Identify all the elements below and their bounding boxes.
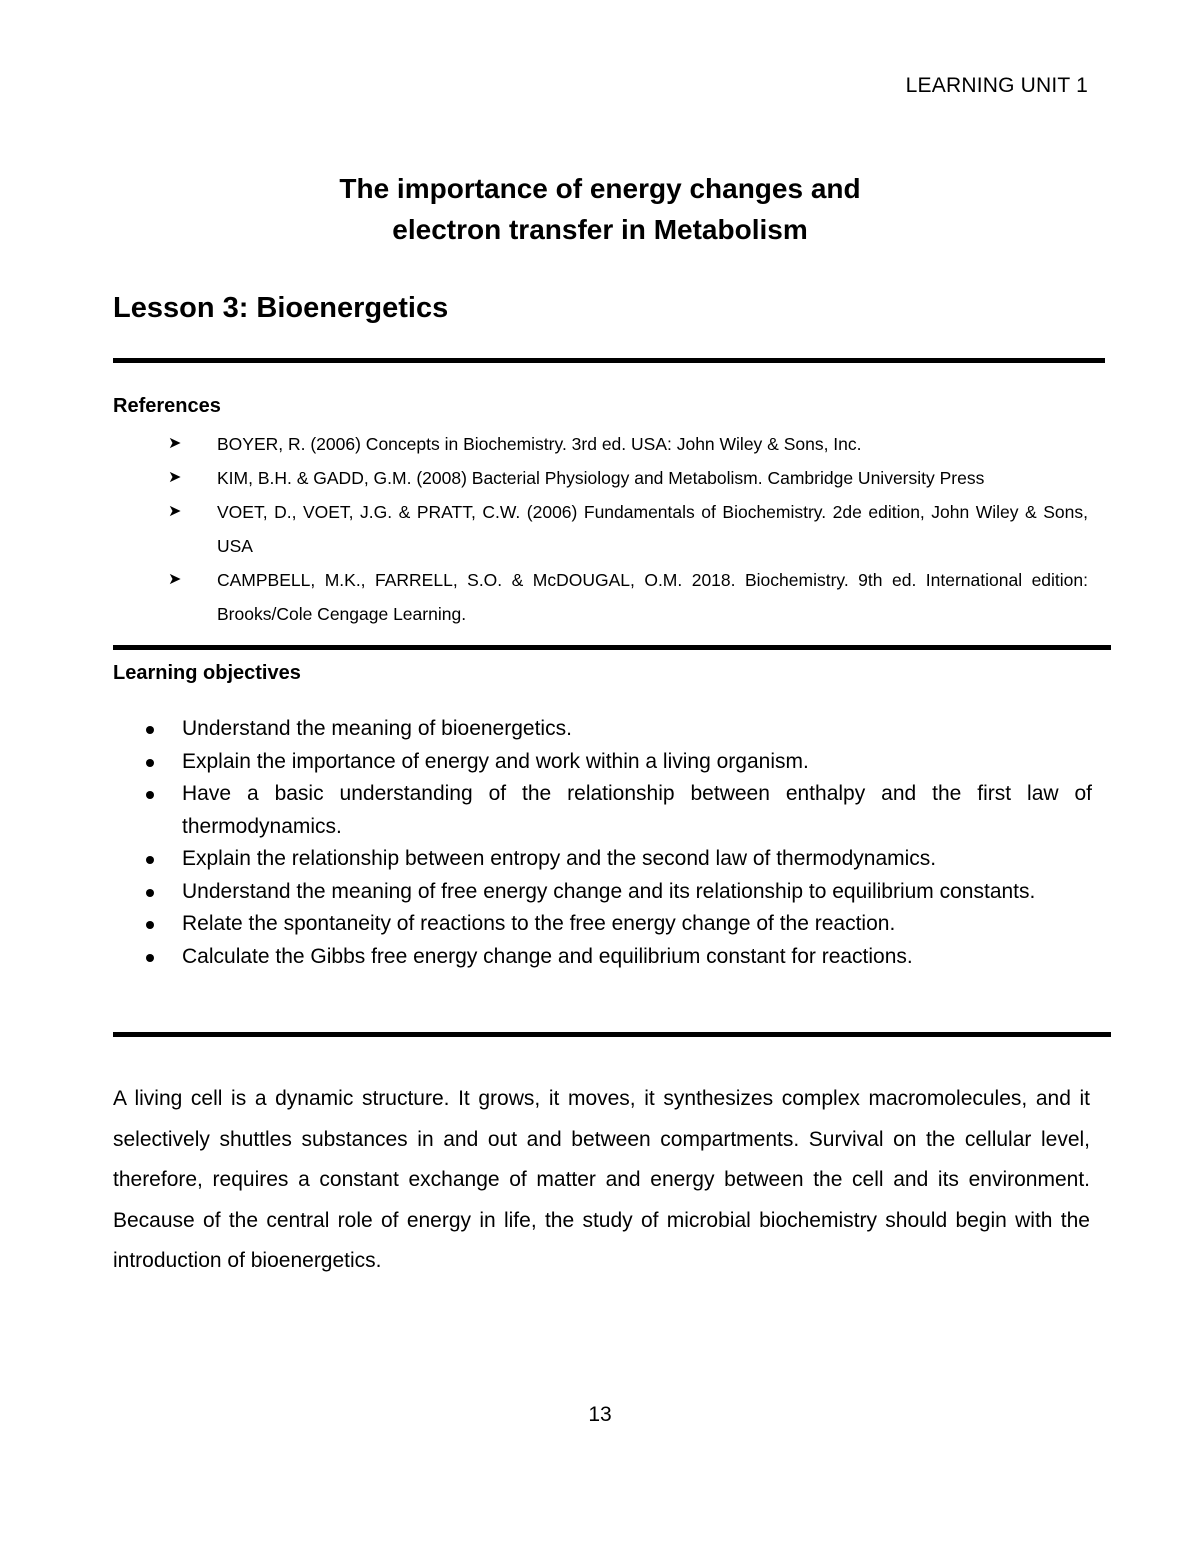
objective-text: Relate the spontaneity of reactions to the free energy change of the reaction. [182, 912, 896, 935]
arrow-right-icon: ➤ [168, 503, 182, 520]
bullet-dot-icon [146, 889, 154, 897]
references-list [168, 427, 1088, 631]
arrow-right-icon: ➤ [168, 571, 182, 588]
document-title-line-1: The importance of energy changes and [339, 173, 861, 204]
objective-item [146, 843, 1092, 876]
running-header: LEARNING UNIT 1 [905, 74, 1088, 97]
objective-text: Understand the meaning of free energy change and its relationship to equilibrium constants. [182, 879, 1036, 903]
arrow-right-icon: ➤ [168, 435, 182, 452]
objective-text: Have a basic understanding of the relationship between enthalpy and the first law of thermodynamics. [182, 782, 1092, 838]
divider-references [113, 645, 1111, 650]
references-heading: References [113, 395, 221, 417]
page-number: 13 [588, 1403, 612, 1426]
objective-text: Explain the importance of energy and work within a living organism. [182, 749, 809, 773]
objective-item [146, 713, 1092, 746]
reference-item [168, 563, 1088, 631]
reference-text: BOYER, R. (2006) Concepts in Biochemistry. 3rd ed. USA: John Wiley & Sons, Inc. [217, 434, 862, 454]
objectives-list [146, 713, 1092, 973]
intro-paragraph: A living cell is a dynamic structure. It grows, it moves, it synthesizes complex macromolecules, and it selectively shuttles substances in and out and between compartments. Survival on the cellular level, therefore, requires a constant exchange of matter and energy between the cell and its environment. Because of the central role of energy in life, the study of microbial biochemistry should begin with the introduction of bioenergetics. [113, 1087, 1090, 1272]
lesson-title: Lesson 3: Bioenergetics [113, 292, 449, 324]
objective-item [146, 908, 1092, 941]
objective-item [146, 876, 1092, 909]
reference-item [168, 427, 1088, 461]
bullet-dot-icon [146, 759, 154, 767]
arrow-right-icon: ➤ [168, 469, 182, 486]
divider-objectives [113, 1032, 1111, 1037]
document-title [0, 168, 1200, 250]
objective-item [146, 941, 1092, 974]
reference-text: KIM, B.H. & GADD, G.M. (2008) Bacterial Physiology and Metabolism. Cambridge University Press [217, 468, 985, 488]
reference-text: CAMPBELL, M.K., FARRELL, S.O. & McDOUGAL, O.M. 2018. Biochemistry. 9th ed. International edition: Brooks/Cole Cengage Learning. [217, 570, 1088, 624]
objective-text: Explain the relationship between entropy and the second law of thermodynamics. [182, 847, 937, 870]
bullet-dot-icon [146, 954, 154, 962]
reference-text: VOET, D., VOET, J.G. & PRATT, C.W. (2006) Fundamentals of Biochemistry. 2de edition, John Wiley & Sons, USA [217, 502, 1088, 556]
objective-item [146, 746, 1092, 779]
objective-text: Calculate the Gibbs free energy change and equilibrium constant for reactions. [182, 944, 913, 968]
objectives-heading: Learning objectives [113, 662, 301, 684]
objective-item [146, 778, 1092, 843]
bullet-dot-icon [146, 726, 154, 734]
reference-item [168, 495, 1088, 563]
bullet-dot-icon [146, 921, 154, 929]
document-title-line-2: electron transfer in Metabolism [392, 214, 808, 245]
reference-item [168, 461, 1088, 495]
divider-top [113, 358, 1105, 363]
objective-text: Understand the meaning of bioenergetics. [182, 717, 572, 740]
bullet-dot-icon [146, 856, 154, 864]
bullet-dot-icon [146, 791, 154, 799]
